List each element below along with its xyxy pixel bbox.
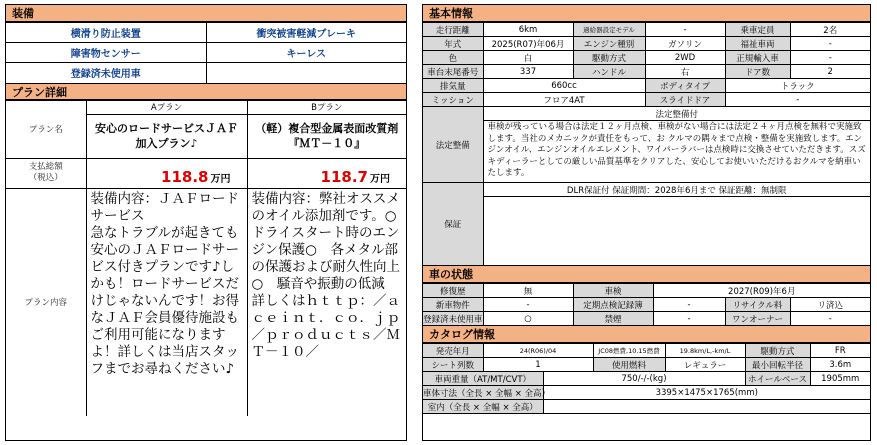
cell-value: FR xyxy=(810,344,870,358)
cell-label: ミッション xyxy=(423,93,483,107)
cell-value: - xyxy=(790,312,870,326)
cell-value: 1 xyxy=(483,358,593,372)
price-label: 支払総額 （税込） xyxy=(6,158,86,188)
cell-value: - xyxy=(653,298,725,312)
cell-label: 過給器設定モデル xyxy=(573,23,645,37)
cell-label: 修復歴 xyxy=(423,284,483,298)
cell-value: 24(R06)/04 xyxy=(483,344,593,358)
cell-value: 3395×1475×1765(mm) xyxy=(543,386,870,400)
maintenance-label: 法定整備 xyxy=(423,107,483,183)
yen-unit: 万円 xyxy=(370,173,390,185)
cell-label: リサイクル料 xyxy=(725,298,790,312)
cell-label: 正規輸入車 xyxy=(725,51,790,65)
cell-label: エンジン種別 xyxy=(573,37,645,51)
plan-table xyxy=(6,100,411,417)
cell-value: 750/-/-(kg) xyxy=(543,372,745,386)
plan-b-content: 装備内容：弊社オススメのオイル添加剤です。○ ドライスタート時のエンジン保護○ 各メタル部の保護および耐久性向上○ 騒音や振動の低減 詳しくはｈｔｔｐ：／ａｃｅｉｎｔ．ｃｏ．ｊｐ／ｐｒｏｄｕｃｔｓ／ＭＴ－１０／ xyxy=(247,188,406,416)
plan-a-content: 装備内容：ＪＡＦロードサービス 急なトラブルが起きても安心のＪＡＦロードサービス付きプランです♪しかも！ロードサービスだけじゃないんです！お得なＪＡＦ会員優待施設もご利用可能になりますよ！詳しくは当店スタッフまでお尋ねください♪ xyxy=(86,188,247,416)
warranty-label: 保証 xyxy=(423,183,483,266)
maintenance-text: 車検が残っている場合は法定１２ヶ月点検、車検がない場合には法定２４ヶ月点検を無料で実施致します。当社のメカニックが責任をもって、お クルマの隅々まで点検・整備を実施致します。エンジンオイル、エンジンオイルエレメント、ワイパーラバーは点検時に交換させていただきます。スズキディーラーとしての厳しい品質基準をクリアした、安心してお使いいただけるおクルマを納車いたします。 xyxy=(483,121,870,183)
equipment-item: 衝突被害軽減ブレーキ xyxy=(206,23,406,43)
cell-label: 車台末尾番号 xyxy=(423,65,483,79)
equipment-item: キーレス xyxy=(206,43,406,63)
cell-label: ボディタイプ xyxy=(645,79,725,93)
cell-value xyxy=(543,400,870,414)
cell-label: 車両重量（AT/MT/CVT） xyxy=(423,372,543,386)
cell-label: ワンオーナー xyxy=(725,312,790,326)
cell-label: 乗車定員 xyxy=(725,23,790,37)
cell-label: 発売年月 xyxy=(423,344,483,358)
right-panel xyxy=(422,4,871,441)
warranty-text: DLR保証付 保証期間：2028年6月まで 保証距離：無制限 xyxy=(483,183,870,197)
cell-value: 1905mm xyxy=(810,372,870,386)
cell-value: 白 xyxy=(483,51,573,65)
cell-value: ○ xyxy=(483,312,573,326)
cell-label: ハンドル xyxy=(573,65,645,79)
cell-value: - xyxy=(725,93,870,107)
cell-label: 登録済未使用車 xyxy=(423,312,483,326)
cell-value: 19.8km/L,-km/L xyxy=(665,344,745,358)
cell-label: スライドドア xyxy=(645,93,725,107)
equipment-header: 装備 xyxy=(6,5,406,22)
cell-label: 禁煙 xyxy=(573,312,653,326)
cell-label: 新車物件 xyxy=(423,298,483,312)
plan-b-name: （軽）複合型金属表面改質剤『ＭＴ－１０』 xyxy=(247,114,406,158)
plan-b-price-cell xyxy=(247,158,406,188)
cell-label: ホイールベース xyxy=(745,372,810,386)
cell-value: フロア4AT xyxy=(483,93,645,107)
cell-label: JC08燃費,10.15燃費 xyxy=(593,344,665,358)
plan-header: プラン詳細 xyxy=(6,83,406,100)
cell-label: 排気量 xyxy=(423,79,483,93)
maintenance-head: 法定整備付 xyxy=(483,107,870,121)
plan-b-price: 118.7 xyxy=(320,167,368,186)
cell-label: 色 xyxy=(423,51,483,65)
cell-value: トラック xyxy=(725,79,870,93)
cell-label: 年式 xyxy=(423,37,483,51)
equipment-item: 横滑り防止装置 xyxy=(6,23,206,43)
cell-label: ドア数 xyxy=(725,65,790,79)
cell-value: 2 xyxy=(790,65,870,79)
cell-value: 337 xyxy=(483,65,573,79)
equipment-item: 障害物センサー xyxy=(6,43,206,63)
equipment-table xyxy=(6,22,406,83)
cell-label: シート列数 xyxy=(423,358,483,372)
cell-value: 660cc xyxy=(483,79,645,93)
condition-table xyxy=(423,283,870,326)
cell-value: 右 xyxy=(645,65,725,79)
cell-label: 定期点検記録簿 xyxy=(573,298,653,312)
yen-unit: 万円 xyxy=(210,173,231,185)
basic-info-header: 基本情報 xyxy=(423,5,870,22)
plan-content-label: プラン内容 xyxy=(6,188,86,416)
cell-value: リ済込 xyxy=(790,298,870,312)
cell-value: 2WD xyxy=(645,51,725,65)
plan-a-name: 安心のロードサービスＪＡＦ加入プラン♪ xyxy=(86,114,247,158)
cell-label: 走行距離 xyxy=(423,23,483,37)
catalog-header: カタログ情報 xyxy=(423,326,870,343)
condition-header: 車の状態 xyxy=(423,266,870,283)
cell-value: - xyxy=(790,51,870,65)
cell-label: 駆動方式 xyxy=(573,51,645,65)
basic-info-table xyxy=(423,22,870,266)
equipment-item: 登録済未使用車 xyxy=(6,63,206,83)
cell-value: 2025(R07)年06月 xyxy=(483,37,573,51)
cell-value: - xyxy=(653,312,725,326)
plan-a-price-cell xyxy=(86,158,247,188)
cell-label: 福祉車両 xyxy=(725,37,790,51)
plan-a-header: Aプラン xyxy=(86,100,247,114)
cell-value: - xyxy=(483,298,573,312)
left-panel xyxy=(5,4,411,441)
cell-value: 6km xyxy=(483,23,573,37)
cell-label: 最小回転半径 xyxy=(745,358,810,372)
cell-label: 車体寸法（全長 × 全幅 × 全高） xyxy=(423,386,543,400)
plan-name-label: プラン名 xyxy=(6,100,86,158)
cell-value: - xyxy=(645,23,725,37)
catalog-table xyxy=(423,343,870,414)
cell-value: 3.6m xyxy=(810,358,870,372)
cell-value: ガソリン xyxy=(645,37,725,51)
cell-label: 室内（全長 × 全幅 × 全高） xyxy=(423,400,543,414)
cell-label: 駆動方式 xyxy=(745,344,810,358)
plan-a-price: 118.8 xyxy=(161,167,209,186)
cell-value: 無 xyxy=(483,284,573,298)
plan-b-header: Bプラン xyxy=(247,100,406,114)
cell-label: 使用燃料 xyxy=(593,358,665,372)
cell-value: 2027(R09)年6月 xyxy=(653,284,870,298)
cell-value: レギュラー xyxy=(665,358,745,372)
cell-value: 2名 xyxy=(790,23,870,37)
cell-label: 車検 xyxy=(573,284,653,298)
cell-value: - xyxy=(790,37,870,51)
